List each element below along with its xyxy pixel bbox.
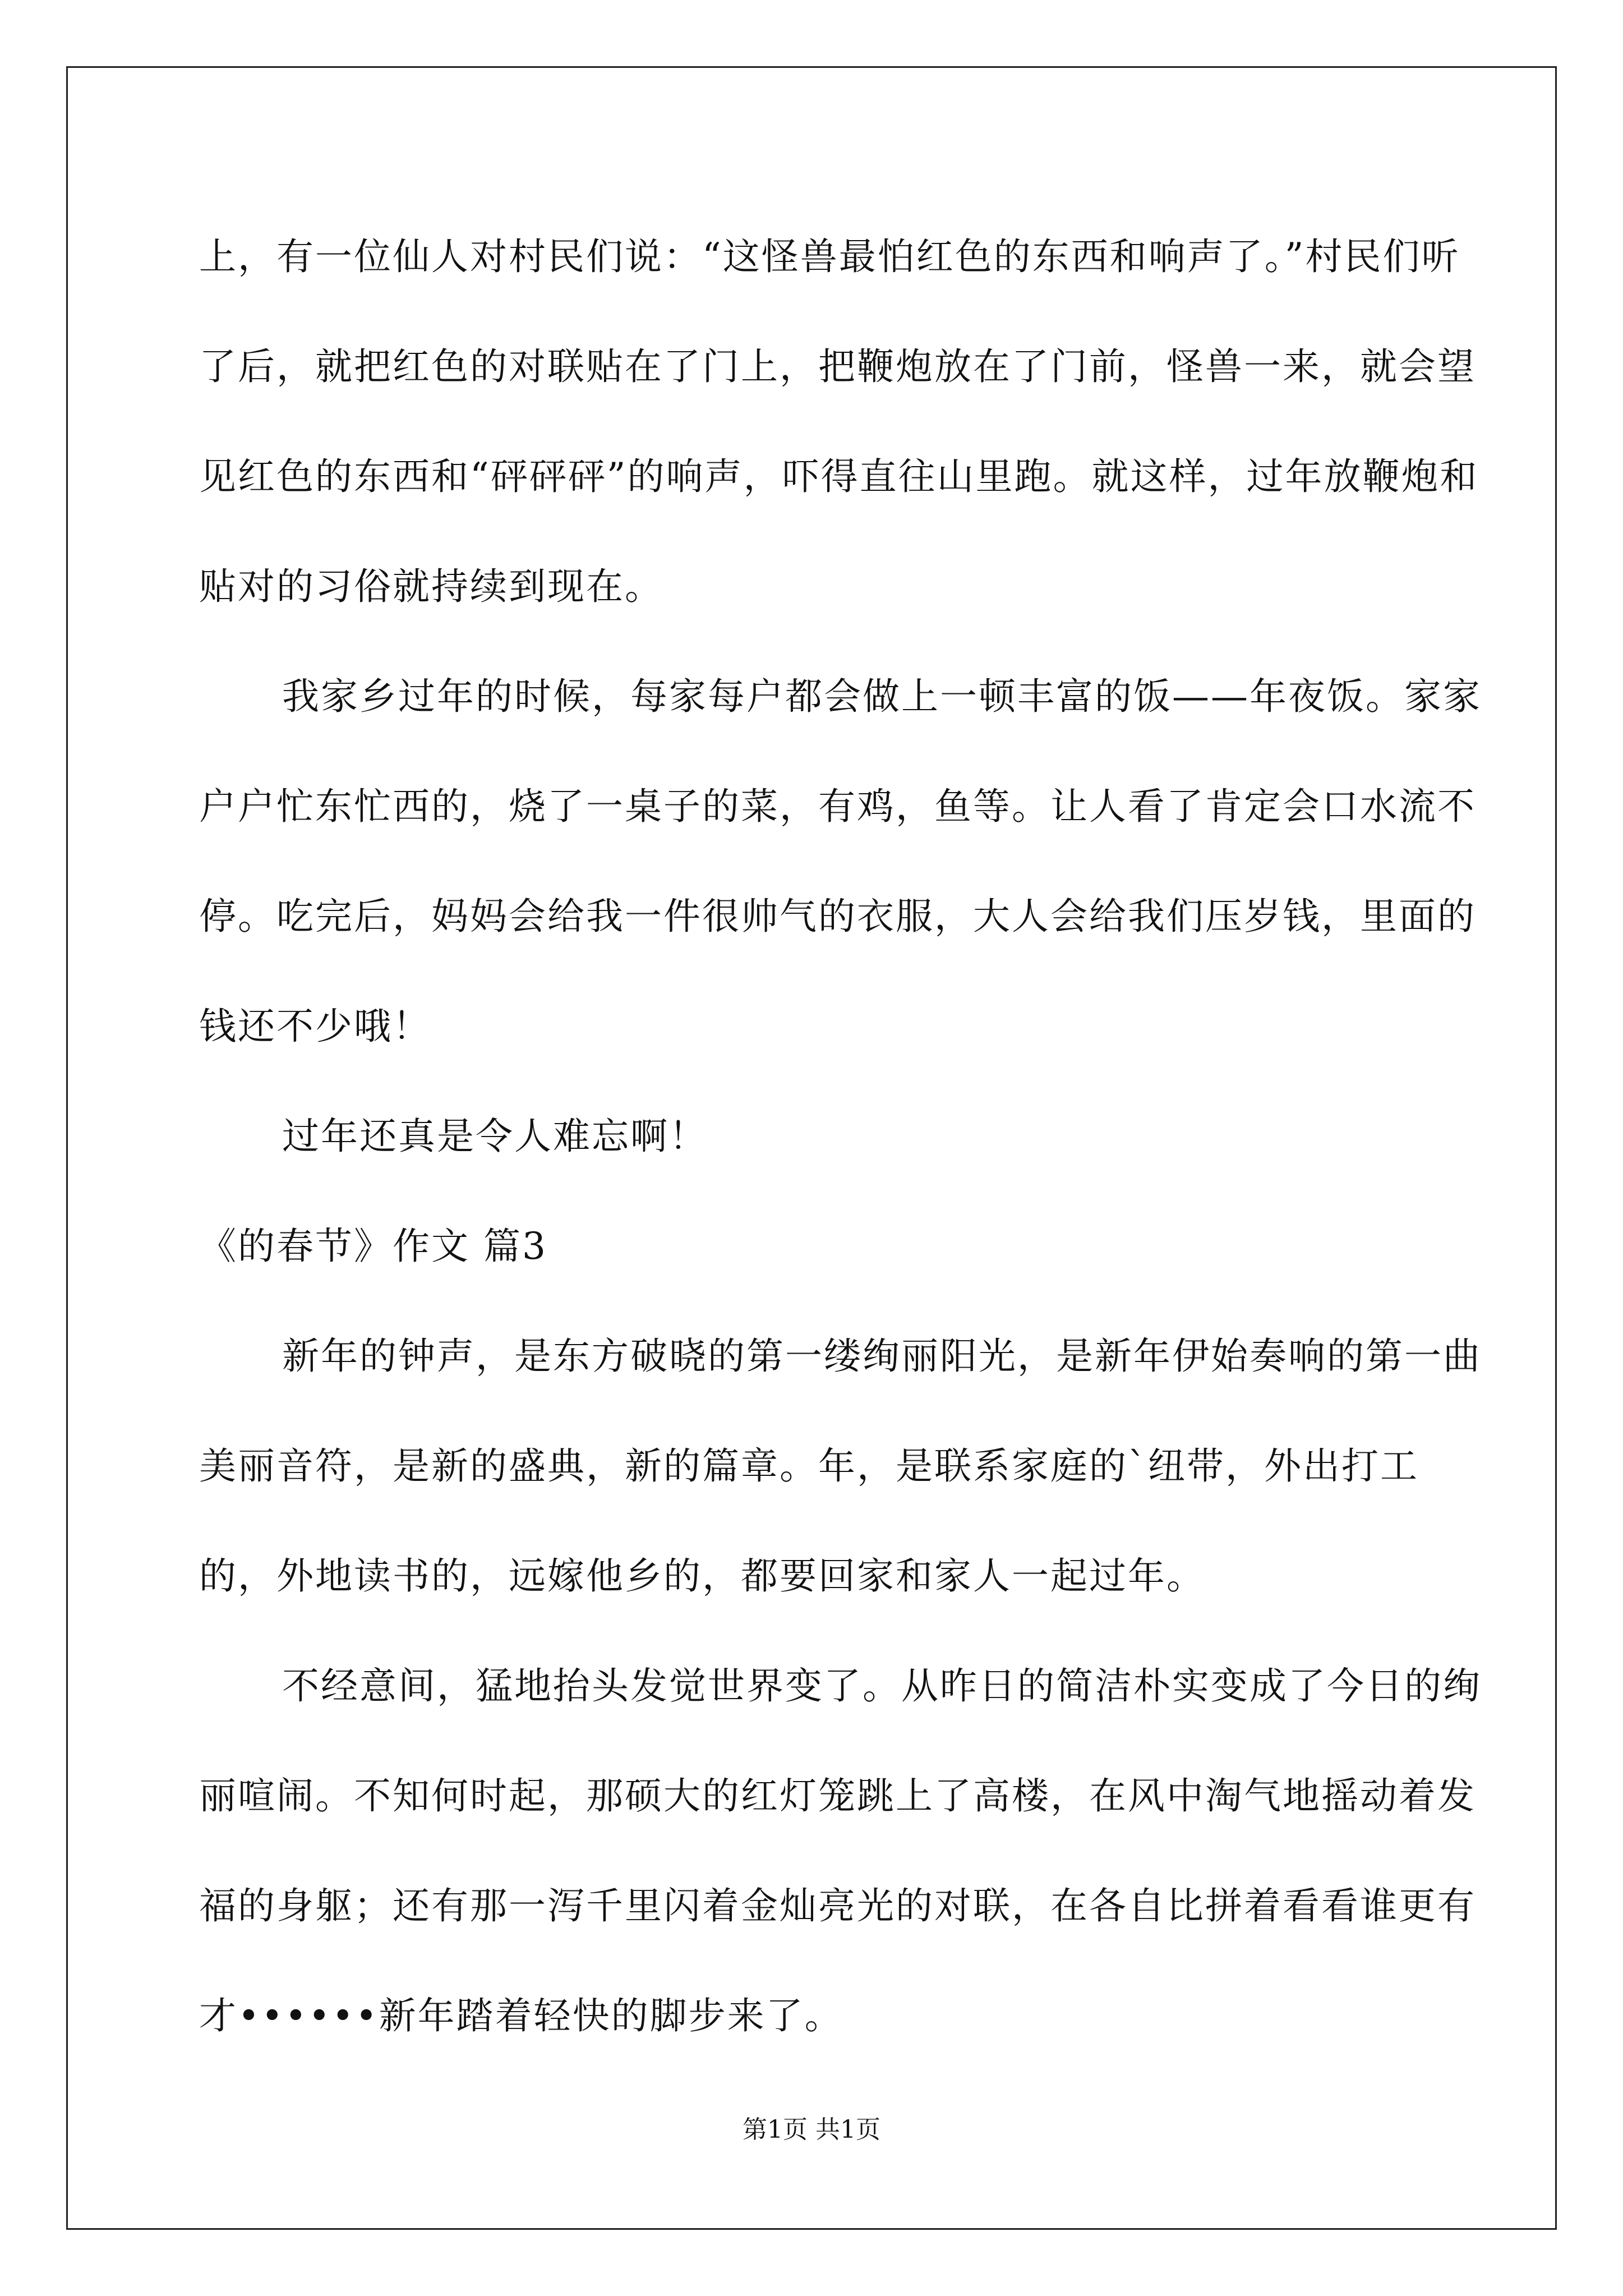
paragraph-continuation: 上，有一位仙人对村民们说：“这怪兽最怕红色的东西和响声了。”村民们听了后，就把红色的对联贴在了门上，把鞭炮放在了门前，怪兽一来，就会望见红色的东西和“砰砰砰”的响声，吓得直往山里跑。就这样，过年放鞭炮和贴对的习俗就持续到现在。	[199, 235, 1479, 608]
page-number-footer: 第1页 共1页	[743, 2115, 880, 2144]
paragraph-decorations: 不经意间，猛地抬头发觉世界变了。从昨日的简洁朴实变成了今日的绚丽喧闹。不知何时起，那硕大的红灯笼跳上了高楼，在风中淘气地摇动着发福的身躯；还有那一泻千里闪着金灿亮光的对联，在各自比拼着看看谁更有才••••••新年踏着轻快的脚步来了。	[199, 1664, 1482, 2037]
paragraph-conclusion: 过年还真是令人难忘啊！	[282, 1115, 708, 1158]
section-heading: 《的春节》作文 篇3	[199, 1225, 547, 1268]
paragraph-new-year-dinner: 我家乡过年的时候，每家每户都会做上一顿丰富的饭——年夜饭。家家户户忙东忙西的，烧了一桌子的菜，有鸡，鱼等。让人看了肯定会口水流不停。吃完后，妈妈会给我一件很帅气的衣服，大人会给我们压岁钱，里面的钱还不少哦！	[199, 675, 1482, 1048]
paragraph-bell: 新年的钟声，是东方破晓的第一缕绚丽阳光，是新年伊始奏响的第一曲美丽音符，是新的盛典，新的篇章。年，是联系家庭的`纽带，外出打工的，外地读书的，远嫁他乡的，都要回家和家人一起过年。	[199, 1335, 1482, 1598]
document-body	[199, 202, 1489, 2071]
